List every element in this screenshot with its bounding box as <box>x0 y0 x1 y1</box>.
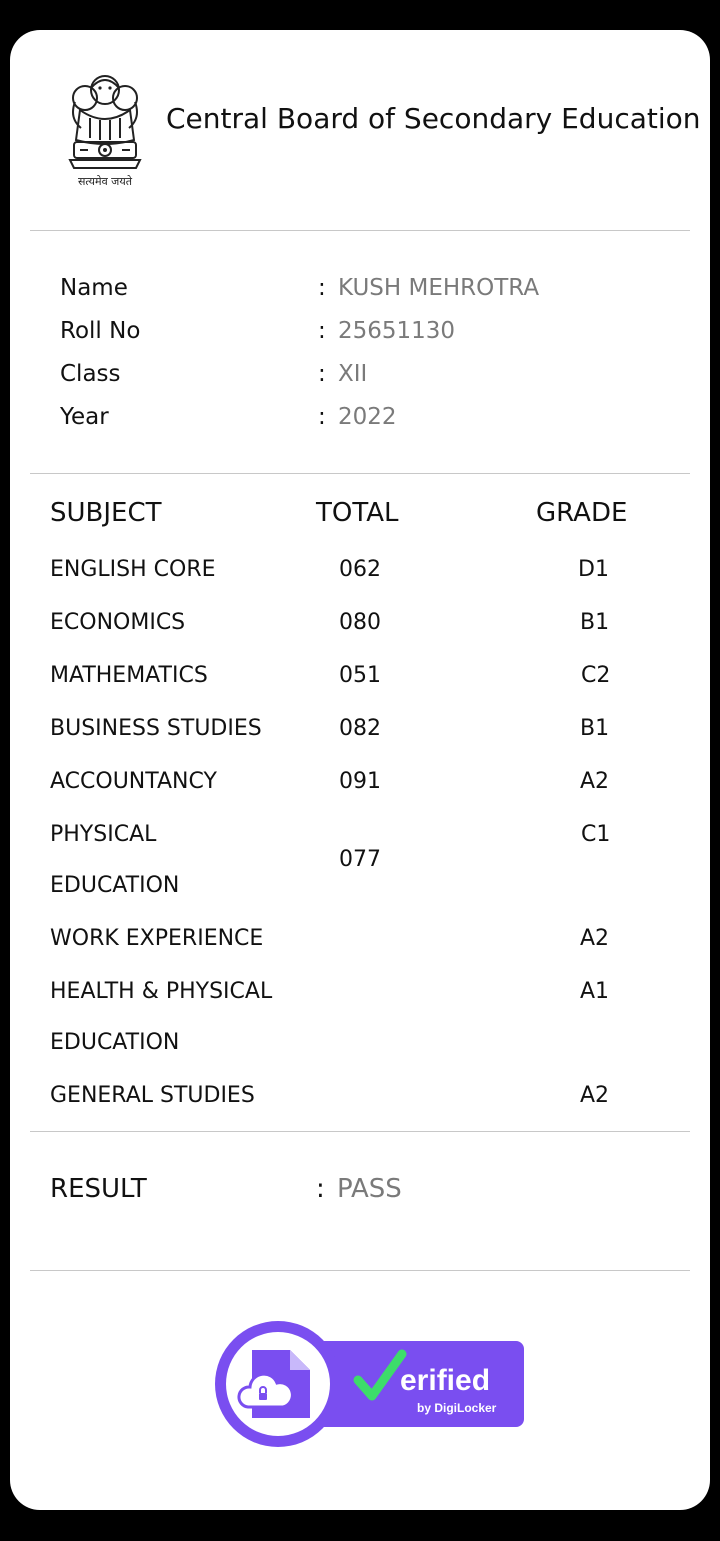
verified-text: erified <box>400 1364 491 1397</box>
roll-colon: : <box>318 318 326 344</box>
divider <box>30 230 690 231</box>
grade-cell: C2 <box>581 663 611 688</box>
grade-cell: A2 <box>580 769 610 794</box>
subject-cell: EDUCATION <box>50 1030 180 1055</box>
org-title: Central Board of Secondary Education <box>166 102 701 135</box>
total-header: TOTAL <box>316 498 399 528</box>
total-cell: 051 <box>339 663 381 688</box>
class-label: Class <box>60 361 121 387</box>
grade-header: GRADE <box>536 498 628 528</box>
marksheet-card <box>10 30 710 1510</box>
subject-cell: ENGLISH CORE <box>50 557 216 582</box>
year-colon: : <box>318 404 326 430</box>
divider <box>30 1270 690 1271</box>
total-cell: 080 <box>339 610 381 635</box>
subject-header: SUBJECT <box>50 498 162 528</box>
subject-cell: BUSINESS STUDIES <box>50 716 262 741</box>
subject-cell: PHYSICAL <box>50 822 157 847</box>
total-cell: 062 <box>339 557 381 582</box>
result-value: PASS <box>337 1174 402 1204</box>
emblem-motto: सत्यमेव जयते <box>77 175 133 188</box>
class-value: XII <box>338 361 368 387</box>
grade-cell: D1 <box>578 557 609 582</box>
divider <box>30 1131 690 1132</box>
subject-cell: MATHEMATICS <box>50 663 208 688</box>
subject-cell: WORK EXPERIENCE <box>50 926 264 951</box>
divider <box>30 473 690 474</box>
grade-cell: B1 <box>580 716 610 741</box>
subject-cell: HEALTH & PHYSICAL <box>50 979 273 1004</box>
grade-cell: C1 <box>581 822 611 847</box>
subject-cell: ACCOUNTANCY <box>50 769 217 794</box>
name-value: KUSH MEHROTRA <box>338 275 540 301</box>
total-cell: 082 <box>339 716 381 741</box>
name-colon: : <box>318 275 326 301</box>
digilocker-text: by DigiLocker <box>417 1401 497 1415</box>
year-value: 2022 <box>338 404 397 430</box>
roll-value: 25651130 <box>338 318 456 344</box>
year-label: Year <box>60 404 109 430</box>
subject-cell: ECONOMICS <box>50 610 186 635</box>
name-label: Name <box>60 275 128 301</box>
grade-cell: A2 <box>580 1083 610 1108</box>
class-colon: : <box>318 361 326 387</box>
grade-cell: A2 <box>580 926 610 951</box>
grade-cell: B1 <box>580 610 610 635</box>
result-colon: : <box>316 1174 325 1204</box>
total-cell: 077 <box>339 847 381 872</box>
national-emblem-icon <box>60 68 150 193</box>
total-cell: 091 <box>339 769 381 794</box>
digilocker-verified-badge <box>214 1320 526 1448</box>
subject-cell: GENERAL STUDIES <box>50 1083 255 1108</box>
result-label: RESULT <box>50 1174 147 1204</box>
roll-label: Roll No <box>60 318 141 344</box>
subject-cell: EDUCATION <box>50 873 180 898</box>
grade-cell: A1 <box>580 979 610 1004</box>
